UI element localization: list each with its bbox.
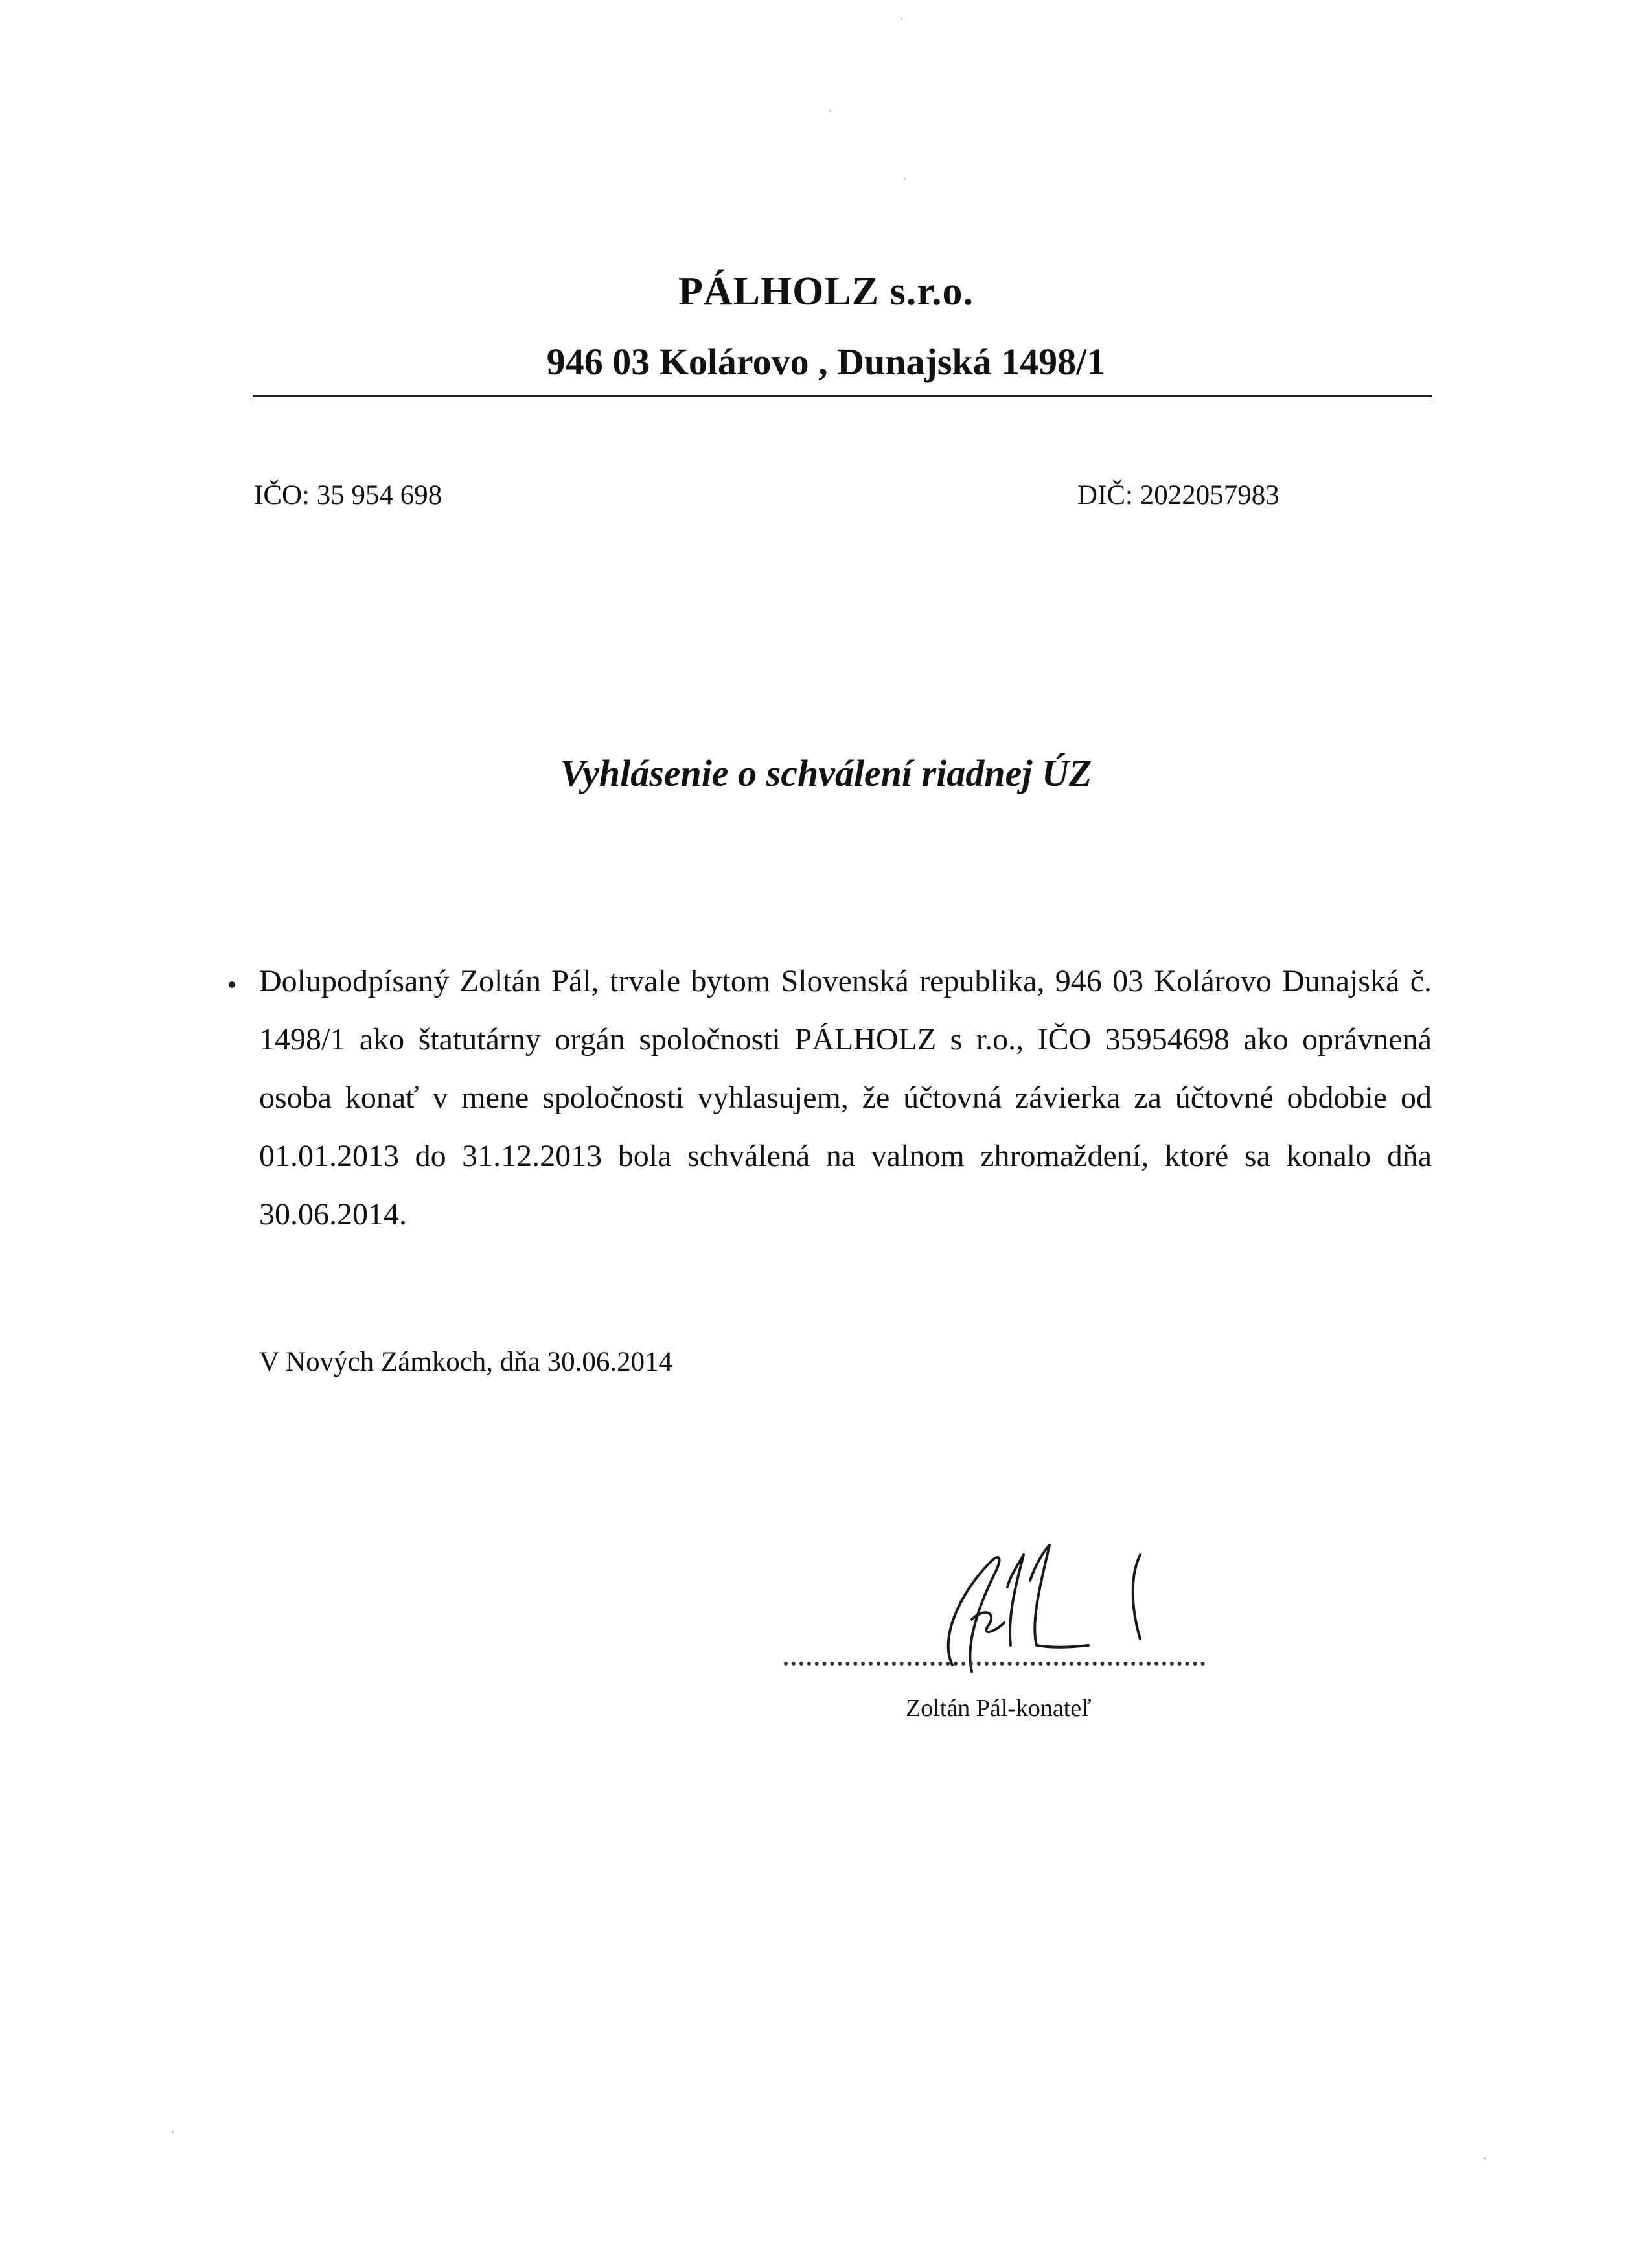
- scan-speck: [901, 18, 902, 20]
- signatory-name: Zoltán Pál-konateľ: [906, 1695, 1092, 1722]
- scan-speck: [829, 110, 831, 112]
- signature-line: [784, 1662, 1205, 1666]
- company-address: 946 03 Kolárovo , Dunajská 1498/1: [546, 341, 1106, 383]
- header-divider: [253, 395, 1432, 397]
- company-name: PÁLHOLZ s.r.o.: [678, 269, 974, 314]
- document-title: Vyhlásenie o schválení riadnej ÚZ: [560, 752, 1092, 794]
- dic-number: DIČ: 2022057983: [1077, 480, 1279, 510]
- ico-number: IČO: 35 954 698: [254, 480, 442, 510]
- declaration-paragraph: Dolupodpísaný Zoltán Pál, trvale bytom Slovenská republika, 946 03 Kolárovo Dunajská č. 1498/1 ako štatutárny orgán spoločnosti PÁLHOLZ s r.o., IČO 35954698 ako oprávnená osoba konať v mene spoločnosti vyhlasujem, že účtovná závierka za účtovné obdobie od 01.01.2013 do 31.12.2013 bola schválená na valnom zhromaždení, ktoré sa konalo dňa 30.06.2014.: [259, 964, 1432, 1231]
- handwritten-signature: [933, 1535, 1166, 1691]
- place-and-date: V Nových Zámkoch, dňa 30.06.2014: [259, 1347, 673, 1377]
- scan-speck: [1484, 2157, 1486, 2159]
- scan-speck: [904, 178, 906, 180]
- scan-speck: [172, 2131, 174, 2133]
- scan-mark: [229, 981, 235, 988]
